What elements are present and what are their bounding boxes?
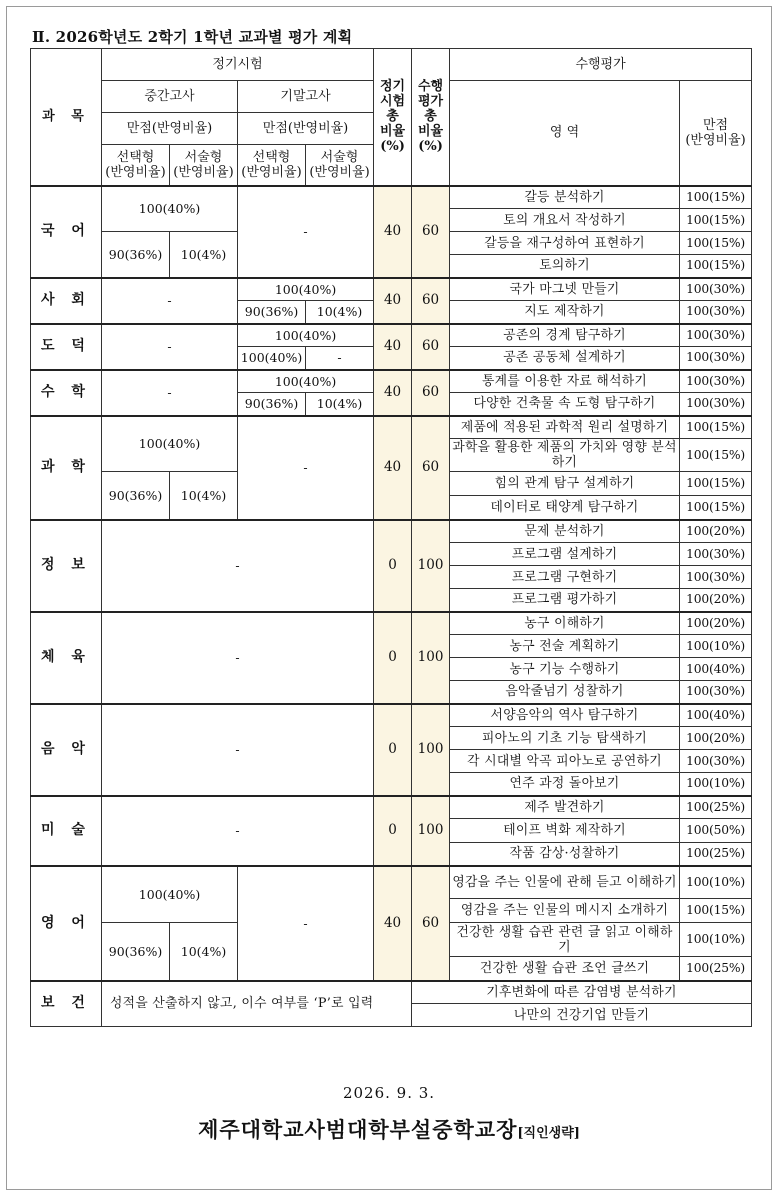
midterm-total: 100(40%) — [102, 866, 238, 923]
area-full-score: 100(15%) — [680, 255, 752, 278]
performance-ratio: 100 — [412, 704, 450, 796]
subject-name: 영 어 — [31, 866, 102, 981]
area-full-score: 100(10%) — [680, 923, 752, 957]
regular-exam-ratio: 40 — [374, 324, 412, 370]
final-essay: - — [306, 347, 374, 370]
performance-area: 공존의 경계 탐구하기 — [450, 324, 680, 347]
area-full-score: 100(30%) — [680, 370, 752, 393]
subject-name: 국 어 — [31, 186, 102, 278]
performance-area: 음악줄넘기 성찰하기 — [450, 681, 680, 704]
seal-note: [직인생략] — [517, 1126, 580, 1141]
table-row — [31, 416, 752, 439]
subject-name: 사 회 — [31, 278, 102, 324]
performance-area: 프로그램 구현하기 — [450, 566, 680, 589]
performance-area: 건강한 생활 습관 조언 글쓰기 — [450, 957, 680, 981]
table-row — [31, 612, 752, 635]
performance-area: 테이프 벽화 제작하기 — [450, 819, 680, 843]
final-score: - — [238, 416, 374, 520]
table-row — [31, 186, 752, 209]
area-full-score: 100(30%) — [680, 566, 752, 589]
regular-exam-ratio: 0 — [374, 796, 412, 866]
performance-area: 지도 제작하기 — [450, 301, 680, 324]
header-full-score-final: 만점(반영비율) — [238, 113, 374, 145]
area-full-score: 100(25%) — [680, 796, 752, 819]
area-full-score: 100(40%) — [680, 658, 752, 681]
performance-area: 토의하기 — [450, 255, 680, 278]
area-full-score: 100(30%) — [680, 347, 752, 370]
area-full-score: 100(15%) — [680, 899, 752, 923]
area-full-score: 100(50%) — [680, 819, 752, 843]
header-full-score-mid: 만점(반영비율) — [102, 113, 238, 145]
performance-area: 과학을 활용한 제품의 가치와 영향 분석하기 — [450, 439, 680, 472]
performance-area: 통계를 이용한 자료 해석하기 — [450, 370, 680, 393]
final-total: 100(40%) — [238, 324, 374, 347]
regular-exam-ratio: 0 — [374, 704, 412, 796]
evaluation-plan-table — [30, 48, 752, 1027]
header-subject: 과 목 — [31, 49, 102, 186]
subject-name: 보 건 — [31, 981, 102, 1027]
regular-exam-ratio: 40 — [374, 370, 412, 416]
area-full-score: 100(30%) — [680, 543, 752, 566]
performance-ratio: 60 — [412, 324, 450, 370]
performance-area: 토의 개요서 작성하기 — [450, 209, 680, 232]
subject-name: 수 학 — [31, 370, 102, 416]
performance-area: 영감을 주는 인물의 메시지 소개하기 — [450, 899, 680, 923]
exam-score: - — [102, 612, 374, 704]
midterm-essay: 10(4%) — [170, 923, 238, 981]
header-mc-mid: 선택형 (반영비율) — [102, 145, 170, 186]
area-full-score: 100(30%) — [680, 278, 752, 301]
performance-ratio: 100 — [412, 612, 450, 704]
area-full-score: 100(20%) — [680, 727, 752, 750]
performance-area: 데이터로 태양계 탐구하기 — [450, 496, 680, 520]
document-date: 2026. 9. 3. — [342, 1084, 436, 1102]
midterm-mc: 90(36%) — [102, 923, 170, 981]
performance-area: 프로그램 평가하기 — [450, 589, 680, 612]
area-full-score: 100(15%) — [680, 232, 752, 255]
area-full-score: 100(30%) — [680, 324, 752, 347]
exam-score: - — [102, 520, 374, 612]
area-full-score: 100(15%) — [680, 496, 752, 520]
performance-area: 다양한 건축물 속 도형 탐구하기 — [450, 393, 680, 416]
performance-area: 농구 기능 수행하기 — [450, 658, 680, 681]
regular-exam-ratio: 0 — [374, 612, 412, 704]
table-row — [31, 866, 752, 899]
area-full-score: 100(10%) — [680, 635, 752, 658]
performance-ratio: 60 — [412, 278, 450, 324]
regular-exam-ratio: 0 — [374, 520, 412, 612]
area-full-score: 100(15%) — [680, 472, 752, 496]
header-performance: 수행평가 — [450, 49, 752, 81]
performance-area: 기후변화에 따른 감염병 분석하기 — [412, 981, 752, 1004]
principal-signature — [0, 1114, 778, 1144]
midterm-score: - — [102, 278, 238, 324]
header-mc-final: 선택형 (반영비율) — [238, 145, 306, 186]
performance-area: 연주 과정 돌아보기 — [450, 773, 680, 796]
performance-area: 농구 전술 계획하기 — [450, 635, 680, 658]
exam-score: - — [102, 796, 374, 866]
area-full-score: 100(25%) — [680, 843, 752, 866]
performance-area: 제주 발견하기 — [450, 796, 680, 819]
midterm-essay: 10(4%) — [170, 232, 238, 278]
final-total: 100(40%) — [238, 278, 374, 301]
subject-name: 체 육 — [31, 612, 102, 704]
performance-area: 나만의 건강기업 만들기 — [412, 1004, 752, 1027]
performance-area: 힘의 관계 탐구 설계하기 — [450, 472, 680, 496]
area-full-score: 100(10%) — [680, 773, 752, 796]
midterm-total: 100(40%) — [102, 186, 238, 232]
area-full-score: 100(25%) — [680, 957, 752, 981]
midterm-essay: 10(4%) — [170, 472, 238, 520]
midterm-score: - — [102, 324, 238, 370]
table-row — [31, 324, 752, 347]
performance-area: 프로그램 설계하기 — [450, 543, 680, 566]
performance-area: 서양음악의 역사 탐구하기 — [450, 704, 680, 727]
table-row — [31, 796, 752, 819]
header-performance-ratio: 수행 평가 총 비율 (%) — [412, 49, 450, 186]
performance-area: 국가 마그넷 만들기 — [450, 278, 680, 301]
health-note: 성적을 산출하지 않고, 이수 여부를 ‘P’로 입력 — [102, 981, 412, 1027]
regular-exam-ratio: 40 — [374, 866, 412, 981]
performance-area: 공존 공동체 설계하기 — [450, 347, 680, 370]
header-essay-mid: 서술형 (반영비율) — [170, 145, 238, 186]
final-total: 100(40%) — [238, 370, 374, 393]
area-full-score: 100(10%) — [680, 866, 752, 899]
final-score: - — [238, 866, 374, 981]
final-mc: 100(40%) — [238, 347, 306, 370]
regular-exam-ratio: 40 — [374, 186, 412, 278]
midterm-mc: 90(36%) — [102, 232, 170, 278]
signer-name: 제주대학교사범대학부설중학교장 — [198, 1117, 518, 1142]
performance-ratio: 60 — [412, 416, 450, 520]
performance-area: 제품에 적용된 과학적 원리 설명하기 — [450, 416, 680, 439]
performance-area: 영감을 주는 인물에 관해 듣고 이해하기 — [450, 866, 680, 899]
subject-name: 과 학 — [31, 416, 102, 520]
final-score: - — [238, 186, 374, 278]
performance-area: 문제 분석하기 — [450, 520, 680, 543]
area-full-score: 100(15%) — [680, 416, 752, 439]
area-full-score: 100(30%) — [680, 681, 752, 704]
midterm-mc: 90(36%) — [102, 472, 170, 520]
area-full-score: 100(15%) — [680, 209, 752, 232]
area-full-score: 100(15%) — [680, 439, 752, 472]
performance-area: 건강한 생활 습관 관련 글 읽고 이해하기 — [450, 923, 680, 957]
table-row — [31, 704, 752, 727]
table-row — [31, 520, 752, 543]
performance-ratio: 60 — [412, 370, 450, 416]
subject-name: 미 술 — [31, 796, 102, 866]
header-midterm: 중간고사 — [102, 81, 238, 113]
performance-ratio: 60 — [412, 186, 450, 278]
performance-area: 갈등 분석하기 — [450, 186, 680, 209]
midterm-total: 100(40%) — [102, 416, 238, 472]
table-row — [31, 278, 752, 301]
table-row — [31, 370, 752, 393]
performance-area: 작품 감상·성찰하기 — [450, 843, 680, 866]
header-full-score: 만점 (반영비율) — [680, 81, 752, 186]
final-mc: 90(36%) — [238, 301, 306, 324]
performance-ratio: 100 — [412, 520, 450, 612]
area-full-score: 100(30%) — [680, 301, 752, 324]
subject-name: 음 악 — [31, 704, 102, 796]
performance-area: 각 시대별 악곡 피아노로 공연하기 — [450, 750, 680, 773]
performance-ratio: 60 — [412, 866, 450, 981]
exam-score: - — [102, 704, 374, 796]
regular-exam-ratio: 40 — [374, 278, 412, 324]
area-full-score: 100(15%) — [680, 186, 752, 209]
header-area: 영 역 — [450, 81, 680, 186]
area-full-score: 100(30%) — [680, 750, 752, 773]
header-regular-exam: 정기시험 — [102, 49, 374, 81]
area-full-score: 100(30%) — [680, 393, 752, 416]
final-essay: 10(4%) — [306, 393, 374, 416]
section-title: Ⅱ. 2026학년도 2학기 1학년 교과별 평가 계획 — [32, 28, 353, 46]
area-full-score: 100(20%) — [680, 612, 752, 635]
regular-exam-ratio: 40 — [374, 416, 412, 520]
performance-area: 농구 이해하기 — [450, 612, 680, 635]
subject-name: 도 덕 — [31, 324, 102, 370]
header-essay-final: 서술형 (반영비율) — [306, 145, 374, 186]
area-full-score: 100(40%) — [680, 704, 752, 727]
subject-name: 정 보 — [31, 520, 102, 612]
header-regular-ratio: 정기 시험 총 비율 (%) — [374, 49, 412, 186]
area-full-score: 100(20%) — [680, 520, 752, 543]
area-full-score: 100(20%) — [680, 589, 752, 612]
performance-area: 피아노의 기초 기능 탐색하기 — [450, 727, 680, 750]
header-final: 기말고사 — [238, 81, 374, 113]
performance-ratio: 100 — [412, 796, 450, 866]
performance-area: 갈등을 재구성하여 표현하기 — [450, 232, 680, 255]
final-essay: 10(4%) — [306, 301, 374, 324]
midterm-score: - — [102, 370, 238, 416]
table-row — [31, 981, 752, 1004]
final-mc: 90(36%) — [238, 393, 306, 416]
